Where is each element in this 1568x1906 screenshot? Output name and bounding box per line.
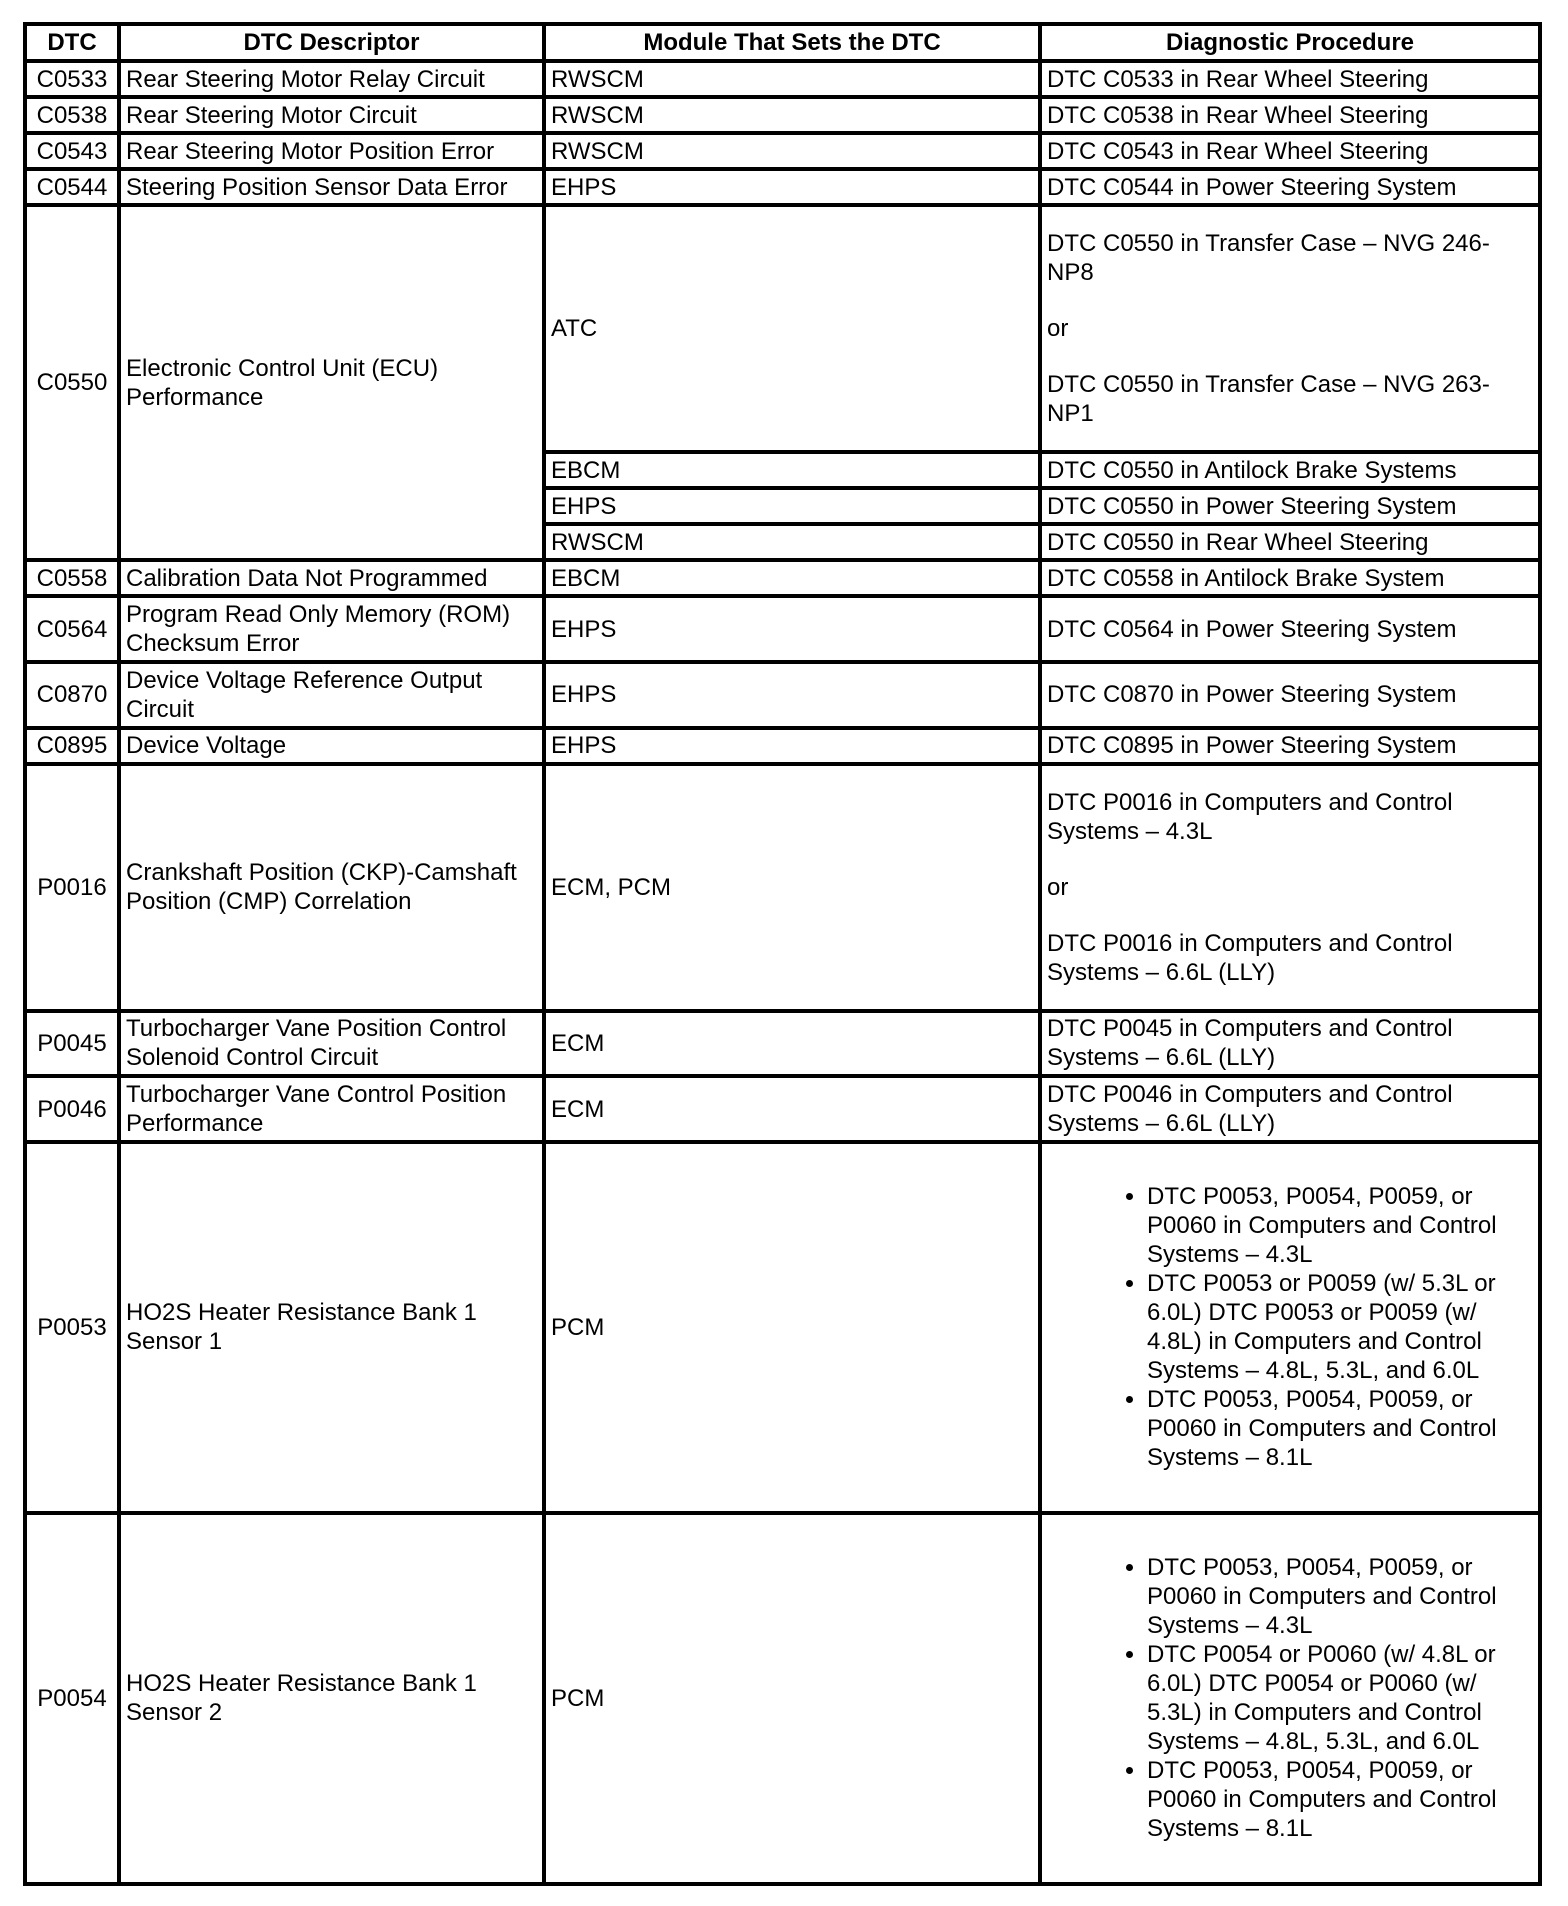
dtc-module: ECM	[546, 1078, 1042, 1144]
dtc-procedure: DTC C0538 in Rear Wheel Steering	[1042, 99, 1542, 135]
procedure-option-a: DTC C0550 in Transfer Case – NVG 246-NP8	[1047, 230, 1490, 287]
dtc-code: P0016	[27, 766, 121, 1013]
dtc-code: P0046	[27, 1078, 121, 1144]
dtc-code: C0550	[27, 207, 121, 562]
dtc-descriptor: Device Voltage	[121, 730, 546, 766]
dtc-module: RWSCM	[546, 526, 1042, 562]
dtc-module: RWSCM	[546, 135, 1042, 171]
dtc-procedure: DTC C0550 in Antilock Brake Systems	[1042, 454, 1542, 490]
dtc-code: C0533	[27, 63, 121, 99]
dtc-procedure	[1042, 207, 1542, 454]
dtc-code: C0538	[27, 99, 121, 135]
procedure-bullet: • DTC P0053, P0054, P0059, or P0060 in Computers and Control Systems – 4.3L	[1147, 1182, 1525, 1269]
dtc-procedure: DTC C0533 in Rear Wheel Steering	[1042, 63, 1542, 99]
header-dtc: DTC	[27, 26, 121, 63]
dtc-module: ATC	[546, 207, 1042, 454]
table-row	[27, 730, 1542, 766]
table-row	[27, 171, 1542, 207]
table-row	[27, 598, 1542, 664]
header-row	[27, 26, 1542, 63]
table-row	[27, 664, 1542, 730]
table-row	[27, 135, 1542, 171]
dtc-procedure: DTC C0895 in Power Steering System	[1042, 730, 1542, 766]
dtc-table	[23, 22, 1542, 1886]
dtc-procedure: DTC C0870 in Power Steering System	[1042, 664, 1542, 730]
dtc-code: P0045	[27, 1013, 121, 1079]
dtc-procedure	[1042, 766, 1542, 1013]
dtc-code: C0543	[27, 135, 121, 171]
dtc-module: PCM	[546, 1515, 1042, 1886]
dtc-descriptor: Device Voltage Reference Output Circuit	[121, 664, 546, 730]
procedure-bullet: • DTC P0053 or P0059 (w/ 5.3L or 6.0L) DTC P0053 or P0059 (w/ 4.8L) in Computers and Control Systems – 4.8L, 5.3L, and 6.0L	[1147, 1269, 1525, 1385]
dtc-descriptor: Crankshaft Position (CKP)-Camshaft Position (CMP) Correlation	[121, 766, 546, 1013]
dtc-descriptor: HO2S Heater Resistance Bank 1 Sensor 2	[121, 1515, 546, 1886]
dtc-code: C0544	[27, 171, 121, 207]
table-row	[27, 99, 1542, 135]
dtc-procedure: DTC C0550 in Rear Wheel Steering	[1042, 526, 1542, 562]
dtc-descriptor: Electronic Control Unit (ECU) Performance	[121, 207, 546, 562]
dtc-descriptor: Turbocharger Vane Control Position Performance	[121, 1078, 546, 1144]
dtc-procedure: DTC C0543 in Rear Wheel Steering	[1042, 135, 1542, 171]
dtc-code: C0895	[27, 730, 121, 766]
procedure-or: or	[1047, 873, 1069, 901]
procedure-bullet: • DTC P0053, P0054, P0059, or P0060 in Computers and Control Systems – 4.3L	[1147, 1553, 1525, 1640]
dtc-descriptor: Turbocharger Vane Position Control Solenoid Control Circuit	[121, 1013, 546, 1079]
dtc-procedure: DTC P0045 in Computers and Control Systems – 6.6L (LLY)	[1042, 1013, 1542, 1079]
dtc-procedure: DTC C0544 in Power Steering System	[1042, 171, 1542, 207]
procedure-bullet: • DTC P0053, P0054, P0059, or P0060 in Computers and Control Systems – 8.1L	[1147, 1385, 1525, 1472]
procedure-or: or	[1047, 315, 1069, 343]
header-module: Module That Sets the DTC	[546, 26, 1042, 63]
procedure-list	[1047, 1182, 1533, 1472]
header-procedure: Diagnostic Procedure	[1042, 26, 1542, 63]
table-row	[27, 1515, 1542, 1886]
dtc-code: P0054	[27, 1515, 121, 1886]
dtc-descriptor: Rear Steering Motor Circuit	[121, 99, 546, 135]
table-row	[27, 207, 1542, 454]
dtc-descriptor: Program Read Only Memory (ROM) Checksum Error	[121, 598, 546, 664]
dtc-module: EBCM	[546, 454, 1042, 490]
dtc-descriptor: Rear Steering Motor Position Error	[121, 135, 546, 171]
procedure-option-a: DTC P0016 in Computers and Control Systems – 4.3L	[1047, 788, 1453, 845]
table-row	[27, 1078, 1542, 1144]
dtc-procedure: DTC P0046 in Computers and Control Systems – 6.6L (LLY)	[1042, 1078, 1542, 1144]
dtc-descriptor: Rear Steering Motor Relay Circuit	[121, 63, 546, 99]
dtc-code: C0558	[27, 562, 121, 598]
procedure-list	[1047, 1553, 1533, 1843]
dtc-module: ECM, PCM	[546, 766, 1042, 1013]
procedure-bullet: • DTC P0054 or P0060 (w/ 4.8L or 6.0L) DTC P0054 or P0060 (w/ 5.3L) in Computers and Control Systems – 4.8L, 5.3L, and 6.0L	[1147, 1640, 1525, 1756]
dtc-descriptor: Steering Position Sensor Data Error	[121, 171, 546, 207]
dtc-module: PCM	[546, 1144, 1042, 1515]
dtc-module: EBCM	[546, 562, 1042, 598]
dtc-module: RWSCM	[546, 63, 1042, 99]
dtc-module: EHPS	[546, 490, 1042, 526]
table-row	[27, 1144, 1542, 1515]
dtc-procedure: DTC C0564 in Power Steering System	[1042, 598, 1542, 664]
procedure-option-b: DTC C0550 in Transfer Case – NVG 263-NP1	[1047, 371, 1490, 428]
dtc-module: EHPS	[546, 598, 1042, 664]
dtc-procedure	[1042, 1515, 1542, 1886]
table-row	[27, 562, 1542, 598]
dtc-code: C0564	[27, 598, 121, 664]
dtc-module: ECM	[546, 1013, 1042, 1079]
dtc-descriptor: HO2S Heater Resistance Bank 1 Sensor 1	[121, 1144, 546, 1515]
table-row	[27, 1013, 1542, 1079]
table-row	[27, 63, 1542, 99]
dtc-module: RWSCM	[546, 99, 1042, 135]
dtc-procedure	[1042, 1144, 1542, 1515]
dtc-module: EHPS	[546, 664, 1042, 730]
dtc-procedure: DTC C0550 in Power Steering System	[1042, 490, 1542, 526]
procedure-option-b: DTC P0016 in Computers and Control Systems – 6.6L (LLY)	[1047, 929, 1453, 986]
header-descriptor: DTC Descriptor	[121, 26, 546, 63]
dtc-module: EHPS	[546, 730, 1042, 766]
dtc-descriptor: Calibration Data Not Programmed	[121, 562, 546, 598]
dtc-module: EHPS	[546, 171, 1042, 207]
dtc-code: C0870	[27, 664, 121, 730]
dtc-procedure: DTC C0558 in Antilock Brake System	[1042, 562, 1542, 598]
table-row	[27, 766, 1542, 1013]
procedure-bullet: • DTC P0053, P0054, P0059, or P0060 in Computers and Control Systems – 8.1L	[1147, 1756, 1525, 1843]
dtc-code: P0053	[27, 1144, 121, 1515]
